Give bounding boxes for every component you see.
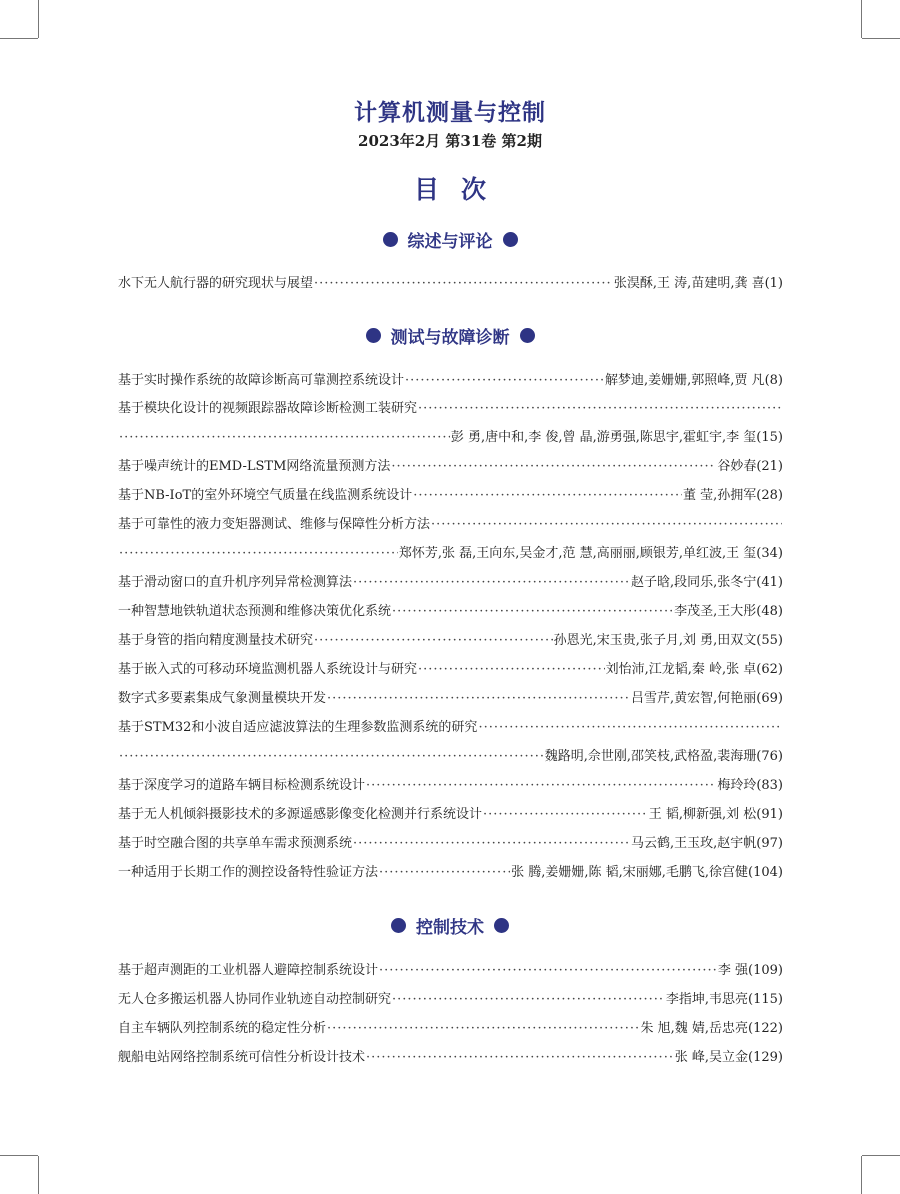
journal-title: 计算机测量与控制 — [354, 100, 546, 126]
bullet-icon — [366, 328, 381, 343]
toc-entry[interactable] — [118, 863, 783, 883]
entry-authors: 彭 勇,唐中和,李 俊,曾 晶,游勇强,陈思宇,霍虹宇,李 玺(15) — [450, 430, 783, 445]
dot-leader — [478, 718, 782, 738]
dot-leader — [119, 747, 544, 767]
entry-authors: 张 腾,姜姗姗,陈 韬,宋丽娜,毛鹏飞,徐宫健(104) — [511, 865, 783, 880]
dot-leader — [353, 573, 630, 593]
entry-authors: 张 峰,吴立金(129) — [674, 1050, 783, 1065]
entry-title: 基于滑动窗口的直升机序列异常检测算法 — [118, 575, 353, 590]
entry-authors: 李茂圣,王大彤(48) — [674, 604, 783, 619]
section-heading-label: 测试与故障诊断 — [390, 328, 510, 348]
entry-title: 舰船电站网络控制系统可信性分析设计技术 — [118, 1050, 366, 1065]
entry-authors: 王 韬,柳新强,刘 松(91) — [648, 807, 783, 822]
crop-mark — [861, 0, 862, 38]
crop-mark — [861, 1156, 862, 1194]
toc-entry[interactable] — [118, 602, 783, 622]
dot-leader — [119, 544, 398, 564]
crop-mark — [862, 1155, 900, 1156]
dot-leader — [483, 805, 648, 825]
section-heading-label: 综述与评论 — [407, 232, 493, 252]
crop-mark — [862, 38, 900, 39]
toc-entry[interactable] — [118, 776, 783, 796]
entry-title: 基于时空融合图的共享单车需求预测系统 — [118, 836, 353, 851]
toc-entry[interactable] — [118, 486, 783, 506]
entry-authors: 孙恩光,宋玉贵,张子月,刘 勇,田双文(55) — [553, 633, 783, 648]
entry-authors: 梅玲玲(83) — [717, 778, 783, 793]
dot-leader — [379, 961, 717, 981]
toc-title: 目次 — [413, 175, 508, 204]
entry-title: 基于可靠性的液力变矩器测试、维修与保障性分析方法 — [118, 517, 431, 532]
toc-entry[interactable] — [118, 457, 783, 477]
entry-title: 水下无人航行器的研究现状与展望 — [118, 276, 314, 291]
dot-leader — [405, 371, 604, 391]
toc-entry[interactable] — [118, 805, 783, 825]
entry-authors: 郑怀芳,张 磊,王向东,吴金才,范 慧,高丽丽,顾银芳,单红波,王 玺(34) — [398, 546, 783, 561]
toc-entry-continuation — [118, 544, 783, 564]
entry-authors: 董 莹,孙拥军(28) — [683, 488, 783, 503]
dot-leader — [314, 274, 613, 294]
entry-authors: 赵子晗,段同乐,张冬宁(41) — [631, 575, 783, 590]
entry-title: 基于STM32和小波自适应滤波算法的生理参数监测系统的研究 — [118, 720, 478, 735]
entry-authors: 魏路明,佘世刚,邵笑枝,武格盈,裴海珊(76) — [544, 749, 783, 764]
section-heading — [0, 323, 900, 348]
entry-title: 自主车辆队列控制系统的稳定性分析 — [118, 1021, 327, 1036]
entry-authors: 刘怡沛,江龙韬,秦 岭,张 卓(62) — [605, 662, 783, 677]
entry-authors: 李指坤,韦思亮(115) — [665, 992, 783, 1007]
dot-leader — [327, 689, 630, 709]
entry-authors: 张淏酥,王 涛,苗建明,龚 喜(1) — [613, 276, 783, 291]
entry-title: 基于噪声统计的EMD-LSTM网络流量预测方法 — [118, 459, 391, 474]
entry-authors: 李 强(109) — [717, 963, 783, 978]
entry-title: 一种智慧地铁轨道状态预测和维修决策优化系统 — [118, 604, 392, 619]
bullet-icon — [494, 918, 509, 933]
dot-leader — [418, 660, 605, 680]
dot-leader — [119, 428, 450, 448]
toc-entry[interactable] — [118, 515, 783, 535]
toc-entry[interactable] — [118, 371, 783, 391]
entry-title: 基于超声测距的工业机器人避障控制系统设计 — [118, 963, 379, 978]
entry-title: 基于身管的指向精度测量技术研究 — [118, 633, 314, 648]
entry-title: 基于模块化设计的视频跟踪器故障诊断检测工装研究 — [118, 401, 418, 416]
section-heading-label: 控制技术 — [416, 918, 484, 938]
dot-leader — [431, 515, 782, 535]
entry-title: 基于无人机倾斜摄影技术的多源遥感影像变化检测并行系统设计 — [118, 807, 483, 822]
entry-authors: 吕雪芹,黄宏智,何艳丽(69) — [631, 691, 783, 706]
entry-authors: 谷妙春(21) — [717, 459, 783, 474]
toc-entry[interactable] — [118, 573, 783, 593]
dot-leader — [353, 834, 630, 854]
dot-leader — [379, 863, 510, 883]
entry-title: 基于实时操作系统的故障诊断高可靠测控系统设计 — [118, 373, 405, 388]
dot-leader — [418, 399, 782, 419]
crop-mark — [0, 1155, 38, 1156]
toc-entry-continuation — [118, 428, 783, 448]
dot-leader — [391, 457, 716, 477]
toc-entry[interactable] — [118, 834, 783, 854]
entry-authors: 马云鹤,王玉玫,赵宇帆(97) — [631, 836, 783, 851]
crop-mark — [0, 38, 38, 39]
dot-leader — [392, 602, 673, 622]
section-heading — [0, 913, 900, 938]
bullet-icon — [391, 918, 406, 933]
toc-entry[interactable] — [118, 631, 783, 651]
crop-mark — [38, 0, 39, 38]
toc-entry[interactable] — [118, 399, 783, 419]
toc-entry[interactable] — [118, 660, 783, 680]
bullet-icon — [503, 232, 518, 247]
entry-authors: 朱 旭,魏 婧,岳忠亮(122) — [640, 1021, 783, 1036]
toc-entry[interactable] — [118, 718, 783, 738]
entry-title: 无人仓多搬运机器人协同作业轨迹自动控制研究 — [118, 992, 392, 1007]
dot-leader — [366, 1048, 674, 1068]
toc-entry[interactable] — [118, 1019, 783, 1039]
toc-entry[interactable] — [118, 1048, 783, 1068]
entry-title: 数字式多要素集成气象测量模块开发 — [118, 691, 327, 706]
entry-title: 一种适用于长期工作的测控设备特性验证方法 — [118, 865, 379, 880]
dot-leader — [314, 631, 553, 651]
section-heading — [0, 227, 900, 252]
toc-entry[interactable] — [118, 274, 783, 294]
toc-entry[interactable] — [118, 961, 783, 981]
entry-title: 基于深度学习的道路车辆目标检测系统设计 — [118, 778, 366, 793]
crop-mark — [38, 1156, 39, 1194]
dot-leader — [413, 486, 682, 506]
issue-line: 2023年2月 第31卷 第2期 — [358, 132, 542, 150]
entry-title: 基于嵌入式的可移动环境监测机器人系统设计与研究 — [118, 662, 418, 677]
entry-authors: 解梦迪,姜姗姗,郭照峰,贾 凡(8) — [605, 373, 783, 388]
dot-leader — [392, 990, 665, 1010]
toc-entry[interactable] — [118, 990, 783, 1010]
toc-entry-continuation — [118, 747, 783, 767]
bullet-icon — [383, 232, 398, 247]
toc-entry[interactable] — [118, 689, 783, 709]
entry-title: 基于NB-IoT的室外环境空气质量在线监测系统设计 — [118, 488, 413, 503]
bullet-icon — [520, 328, 535, 343]
dot-leader — [366, 776, 716, 796]
dot-leader — [327, 1019, 639, 1039]
